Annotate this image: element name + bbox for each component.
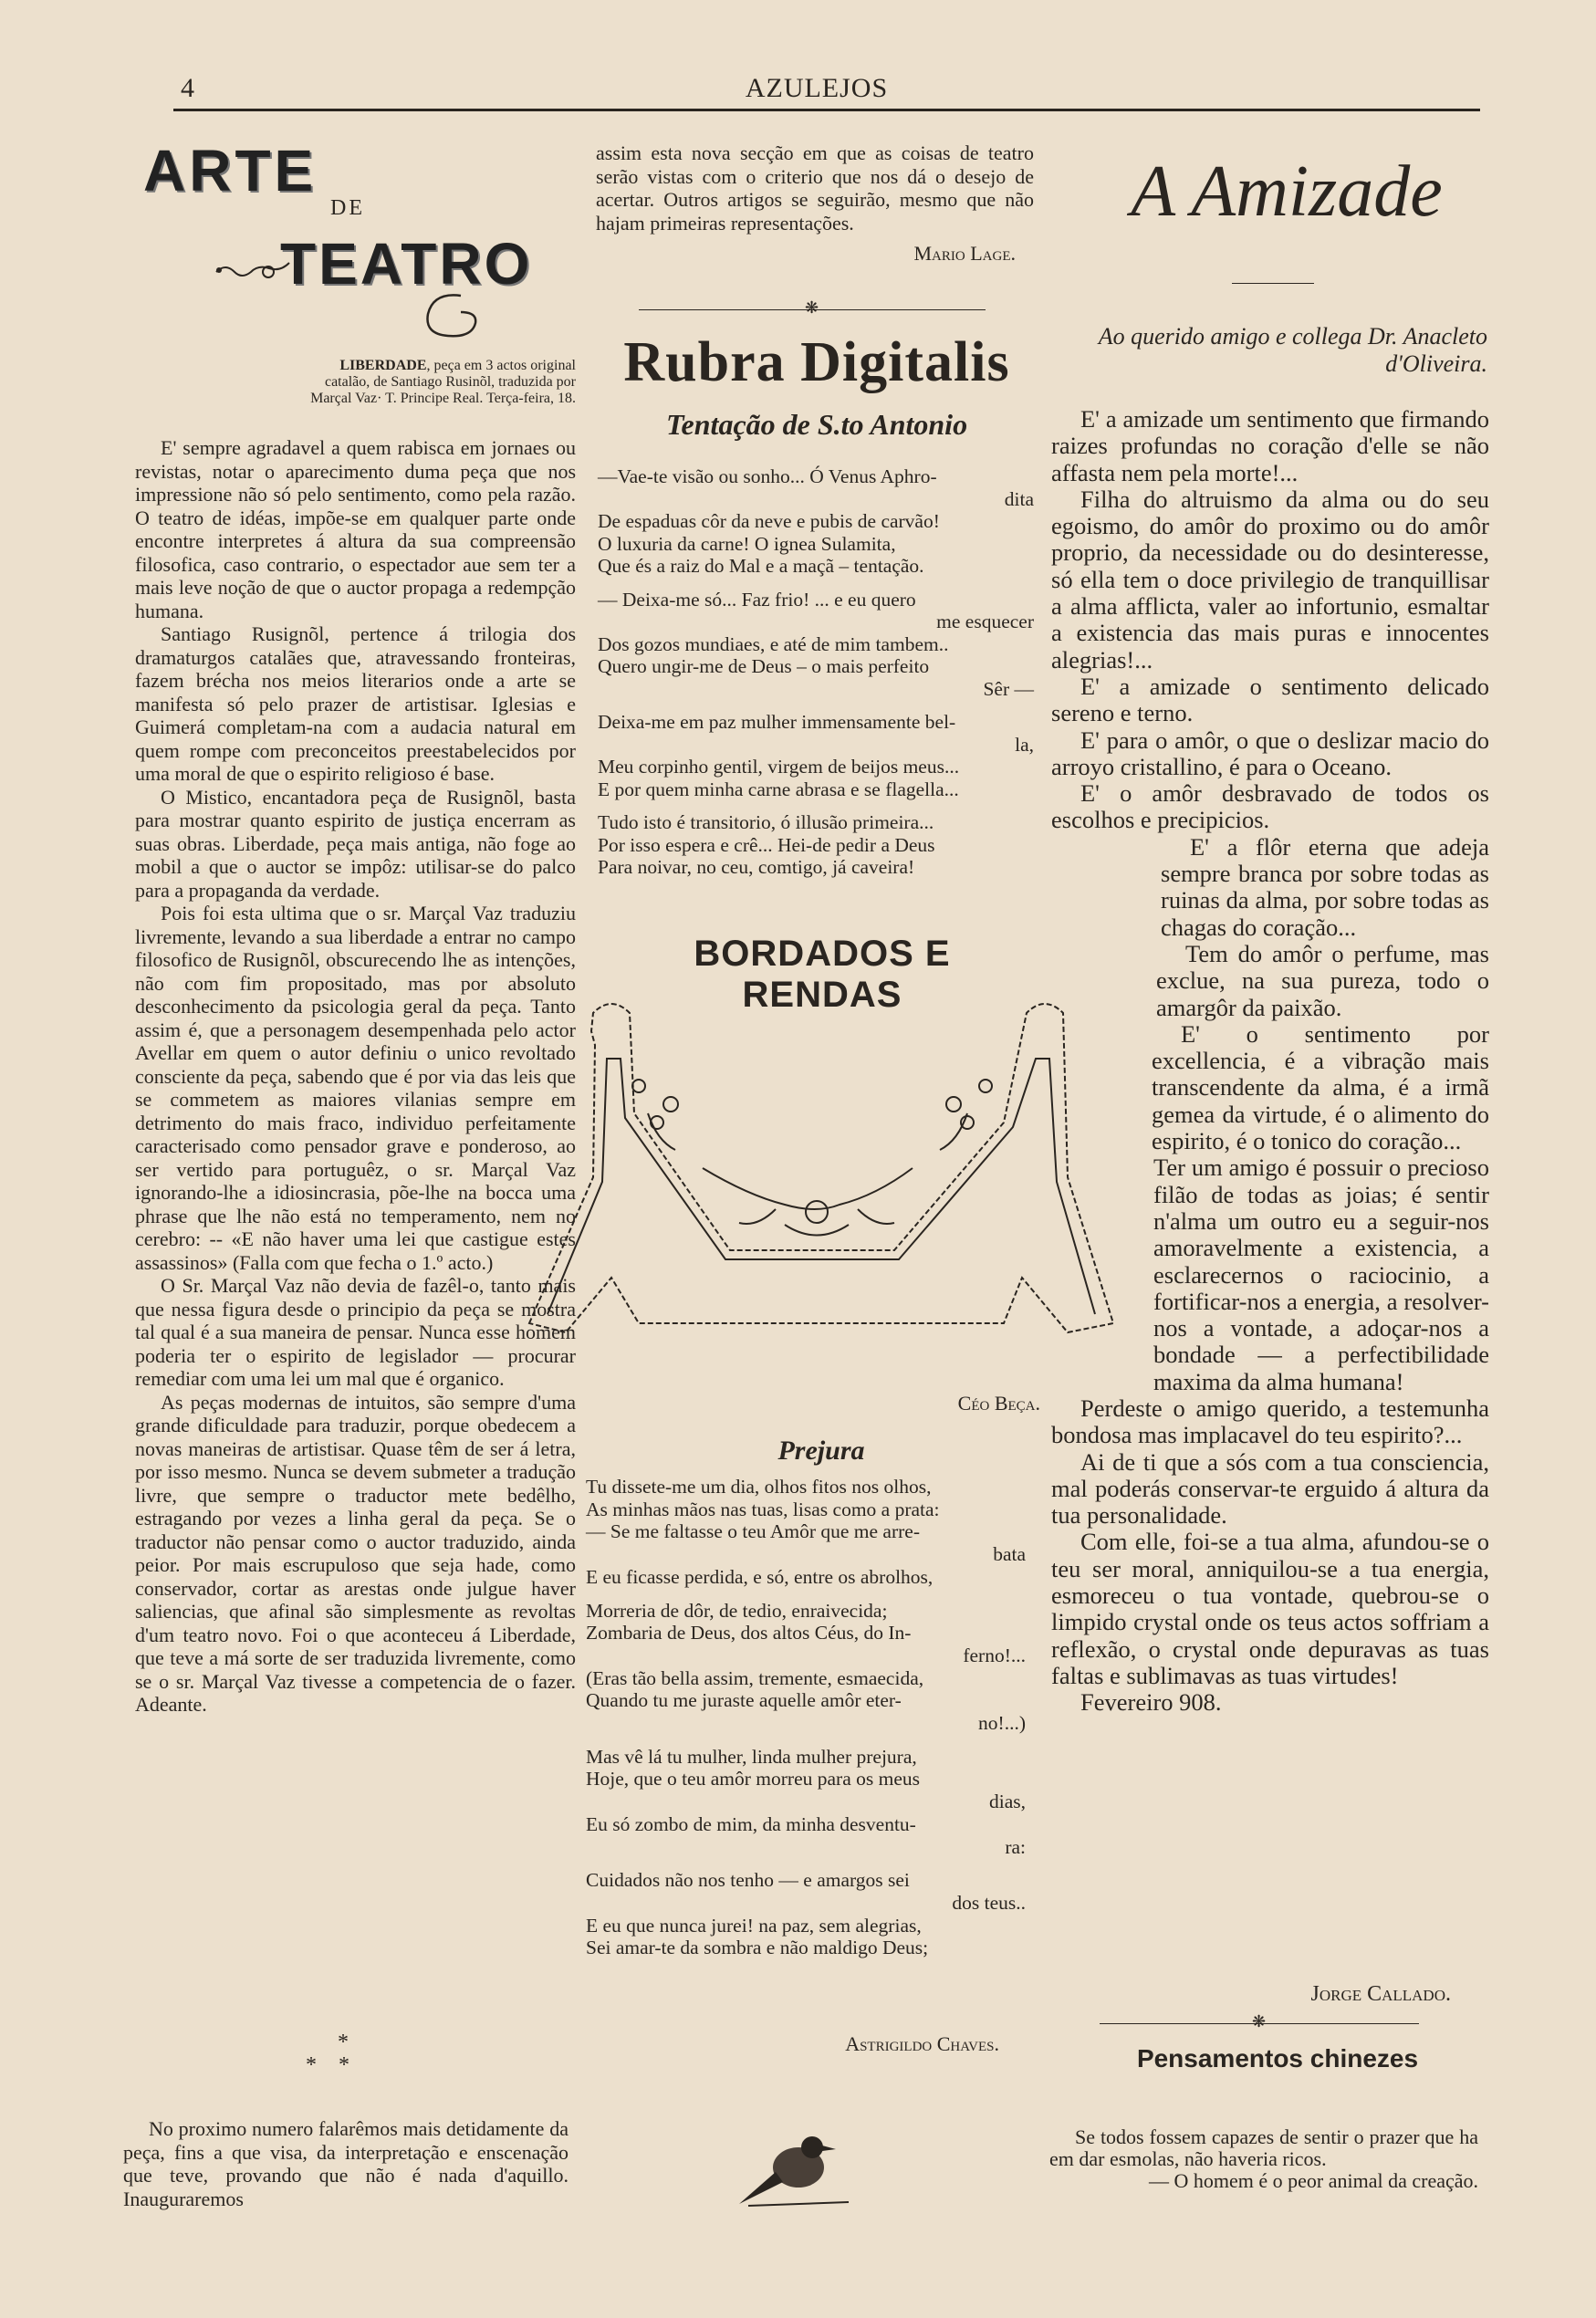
poem-line: (Eras tão bella assim, tremente, esmaecida, [586, 1666, 924, 1689]
paragraph: — O homem é o peor animal da creação. [1148, 2169, 1478, 2192]
poem-line: De espaduas côr da neve e pubis de carvão! [598, 510, 940, 532]
poem-line: —Vae-te visão ou sonho... Ó Venus Aphro- [598, 465, 937, 487]
pensamentos-body [1049, 2126, 1478, 2192]
poem-title-prejura: Prejura [777, 1436, 865, 1466]
section-title-bordados: BORDADOS E RENDAS [694, 934, 951, 1015]
poem-line [598, 800, 1034, 811]
title-underline [1232, 283, 1314, 284]
separator-dot-icon: ❋ [805, 298, 819, 317]
play-info [297, 358, 576, 407]
paragraph: No proximo numero falarêmos mais detidamente da peça, fins a que visa, da interpretação e enscenação que teve, provando que não é nada d'aquillo. Inauguraremos [123, 2117, 569, 2210]
paragraph: Tem do amôr o perfume, mas exclue, na sua pureza, todo o amargôr da paixão. [1156, 939, 1489, 1021]
poem-line: — Se me faltasse o teu Amôr que me arre- [586, 1520, 920, 1543]
section-title-de: DE [330, 196, 365, 220]
paragraph: E' sempre agradavel a quem rabisca em jornaes ou revistas, notar o aparecimento duma peça que nos impressione não só pelo sentimento, como pela razão. O teatro de idéas, impõe-se em qualquer parte onde encontre interpretes á altura da sua compreensão filosofica, caso contrario, o espectador aue sem ter a mais leve noção de que o auctor propaga a redempção humana. [135, 436, 576, 622]
poem-line: Para noivar, no ceu, comtigo, já caveira! [598, 856, 915, 878]
poem-subtitle: Tentação de S.to Antonio [665, 408, 968, 441]
poem-line [598, 700, 1034, 711]
poem-line: Quando tu me juraste aquelle amôr eter- [586, 1689, 902, 1712]
poem-line: Que és a raiz do Mal e a maçã – tentação. [598, 555, 924, 577]
paragraph: Ter um amigo é possuir o precioso filão de todas as joias; é sentir n'alma um outro eu a seguir-nos amoravelmente a existencia, a esclarecernos o raciocinio, a fortificar-nos a energia, a resolver-nos a vontade, a adoçar-nos a bondade — a perfectibilidade maxima da alma humana! [1153, 1154, 1489, 1395]
paragraph: Pois foi esta ultima que o sr. Marçal Vaz traduziu livremente, levando a sua liberdade a entrar no campo filosofico de Rusignõl, obscurecendo lhe as intenções, não com fim propositado, mas por absoluto desconhecimento da psicologia geral da peça. Tanto assim é, que a personagem desempenhada pelo actor Avellar em quem o autor definiu o unico revoltado consciente da peça, sabendo que é por via das leis que se commetem as maiores vilanias sempre em detrimento do mais fraco, individuo perfeitamente caracterisado como pensador grave e ponderoso, ao ser vertido para portuguêz, o sr. Marçal Vaz ignorando-lhe a idiosincrasia, põe-lhe na bocca uma phrase que lhe não está no temperamento, nem no cerebro: -- «E não haver uma lei que castigue estes assassinos» (Falla com que fecha o 1.º acto.) [135, 902, 576, 1274]
poem-line: me esquecer [936, 611, 1034, 632]
poem-line: As minhas mãos nas tuas, lisas como a prata: [586, 1498, 940, 1520]
poem-line: ra: [1005, 1835, 1026, 1858]
poem-line: dita [1004, 487, 1034, 510]
prejura-signature: Astrigildo Chaves. [845, 2032, 999, 2055]
poem-line: Dos gozos mundiaes, e até de mim tambem.. [598, 632, 949, 655]
paragraph: E' a flôr eterna que adeja sempre branca por sobre todas as ruinas da alma, por sobre todas as chagas do coração... [1161, 832, 1489, 941]
pensamentos-title: Pensamentos chinezes [1136, 2044, 1419, 2073]
poem-line: dias, [988, 1791, 1026, 1813]
poem-line [586, 1735, 1026, 1746]
paragraph: E' para o amôr, o que o deslizar macio do arroyo cristallino, é para o Oceano. [1051, 726, 1489, 780]
poem-line: Sêr — [983, 677, 1034, 700]
paragraph: E' a amizade o sentimento delicado sereno e terno. [1051, 672, 1489, 727]
poem-line: Meu corpinho gentil, virgem de beijos meus... [598, 756, 960, 778]
paragraph: E' a amizade um sentimento que firmando raizes profundas no coração d'elle se não affasta nem pela morte!... [1051, 405, 1489, 486]
page-number: 4 [181, 73, 194, 103]
poem-line: Tu dissete-me um dia, olhos fitos nos olhos, [586, 1476, 932, 1498]
asterism-top: * [338, 2031, 349, 2054]
poem-line: no!...) [978, 1712, 1026, 1735]
article-teatro-body [135, 436, 576, 1717]
poem-line [586, 1858, 1026, 1869]
swash-ornament-icon [415, 290, 488, 345]
poem-line: dos teus.. [952, 1891, 1026, 1914]
paragraph: E' o amôr desbravado de todos os escolhos e precipicios. [1051, 779, 1489, 834]
poem-line: Deixa-me em paz mulher immensamente bel- [598, 711, 956, 733]
paragraph: Santiago Rusignõl, pertence á trilogia dos dramaturgos catalães que, atravessando fronteiras, fazem brécha nos meios literarios onde a arte se manifesta só pelo prazer de artistisar. Iglesias e Guimerá completam-na com a audacia natural em quem rompe com preconceitos preestabelecidos por uma moral de que o espirito religioso é base. [135, 622, 576, 785]
bird-illustration [730, 2122, 858, 2213]
paragraph: O Sr. Marçal Vaz não devia de fazêl-o, tanto mais que nessa figura desde o principio da peça se mostra tal qual é a sua maneira de pensar. Nunca esse homem poderia ter o espirito de legislador — procurar remediar com uma lei um mal que é organico. [135, 1274, 576, 1390]
poem-line: la, [1015, 733, 1034, 756]
poem-line [586, 1589, 1026, 1600]
embroidery-illustration [511, 986, 1122, 1392]
poem-prejura [586, 1476, 1026, 1959]
date-line: Fevereiro 908. [1080, 1688, 1222, 1717]
amizade-signature: Jorge Callado. [1310, 1982, 1451, 2006]
poem-line: bata [993, 1543, 1026, 1566]
article-amizade-body [1051, 406, 1489, 1717]
poem-line: E eu que nunca jurei! na paz, sem alegrias, [586, 1914, 922, 1937]
journal-title: AZULEJOS [745, 73, 889, 103]
paragraph: Filha do altruismo da alma ou do seu egoismo, do amôr do proximo ou do amôr proprio, da necessidade ou do desinteresse, só ella tem o doce privilegio de tranquillisar a alma afflicta, valer ao infortunio, esmaltar a existencia das mais puras e innocentes alegrias!... [1051, 485, 1489, 673]
poem-title-rubra-digitalis: Rubra Digitalis [623, 331, 1010, 393]
poem-line: Quero ungir-me de Deus – o mais perfeito [598, 655, 930, 677]
paragraph: O Mistico, encantadora peça de Rusignõl, basta para mostrar quanto espirito de justiça encerram as suas obras. Liberdade, peça mais antiga, não foge ao mobil a que o auctor se impôz: utilisar-se do palco para a propaganda da verdade. [135, 785, 576, 902]
article-teatro-end [596, 141, 1034, 266]
poem-line: E por quem minha carne abrasa e se flagella... [598, 778, 959, 800]
paragraph: assim esta nova secção em que as coisas de teatro serão vistas com o criterio que nos dá o desejo de acertar. Outros artigos se seguirão, mesmo que não hajam primeiras representações. [596, 141, 1034, 235]
poem-line: Tudo isto é transitorio, ó illusão primeira... [598, 811, 934, 833]
poem-line: Hoje, que o teu amôr morreu para os meus [586, 1768, 920, 1791]
asterism-bottom: * * [306, 2053, 349, 2077]
poem-line: O luxuria da carne! O ignea Sulamita, [598, 532, 896, 555]
poem-line: ferno!... [963, 1644, 1026, 1666]
paragraph: E' o sentimento por excellencia, é a vibração mais transcendente da alma, é a irmã gemea da virtude, é o alimento do espirito, é o tonico do coração... [1152, 1019, 1489, 1155]
paragraph: Perdeste o amigo querido, a testemunha bondosa mas implacavel do teu espirito?... [1051, 1394, 1489, 1449]
header-rule [173, 109, 1480, 111]
poem-line: Morreria de dôr, de tedio, enraivecida; [586, 1599, 888, 1622]
separator-dot-icon: ❋ [1252, 2012, 1267, 2031]
poem-line: Por isso espera e crê... Hei-de pedir a Deus [598, 833, 935, 856]
poem-line: Cuidados não nos tenho — e amargos sei [586, 1869, 910, 1892]
poem-line: Zombaria de Deus, dos altos Céus, do In- [586, 1622, 912, 1645]
play-name: LIBERDADE [339, 358, 427, 373]
poem-line: — Deixa-me só... Faz frio! ... e eu quero [598, 588, 916, 611]
poem-line: Eu só zombo de mim, da minha desventu- [586, 1812, 916, 1835]
poem-line [598, 578, 1034, 589]
article-title-amizade: A Amizade [1131, 151, 1443, 232]
poem-line: Mas vê lá tu mulher, linda mulher prejura, [586, 1745, 917, 1768]
article-teatro-continuation [123, 2117, 569, 2210]
poem-rubra-digitalis [598, 465, 1034, 879]
paragraph: Ai de ti que a sós com a tua consciencia, mal poderás conservar-te erguido á altura da tua personalidade. [1051, 1447, 1489, 1530]
paragraph: Se todos fossem capazes de sentir o prazer que ha em dar esmolas, não haveria ricos. [1049, 2125, 1478, 2170]
author-signature: Mario Lage. [913, 242, 1016, 265]
section-title-teatro: TEATRO [280, 231, 533, 297]
play-details: , peça em 3 actos original catalão, de Santiago Rusinõl, traduzida por Marçal Vaz· T. Principe Real. Terça-feira, 18. [310, 358, 576, 406]
poem-line: E eu ficasse perdida, e só, entre os abrolhos, [586, 1565, 934, 1588]
bordados-signature: Céo Beça. [957, 1392, 1040, 1415]
section-title-arte: ARTE [143, 138, 318, 204]
paragraph: As peças modernas de intuitos, são sempre d'uma grande dificuldade para traduzir, porque obedecem a novas maneiras de artistisar. Quase têm de ser á letra, por isso mesmo. Nunca se devem submeter a tradução livre, que sempre o traductor mete bedêlho, estragando por vezes a linha geral da peça. Se o traductor não pensar como o auctor traduzido, ainda peior. Por mais escrupuloso que seja hade, como conservador, cortar as arestas onde julgue haver saliencias, que afinal são simplesmente as revoltas d'um teatro novo. Foi o que aconteceu á Liberdade, que teve a má sorte de ser traduzida livremente, como se o sr. Marçal Vaz tivesse a competencia de o fazer. Adeante. [135, 1390, 576, 1716]
paragraph: Com elle, foi-se a tua alma, afundou-se o teu ser moral, anniquilou-se a tua energia, esmoreceu o tua vontade, quebrou-se o limpido crystal onde os teus actos soffriam a reflexão, o crystal onde depuravas as tuas faltas e sublimavas as tuas virtudes! [1051, 1528, 1489, 1689]
poem-line: Sei amar-te da sombra e não maldigo Deus; [586, 1937, 929, 1959]
dedication: Ao querido amigo e collega Dr. Anacleto d'Oliveira. [1098, 323, 1487, 377]
